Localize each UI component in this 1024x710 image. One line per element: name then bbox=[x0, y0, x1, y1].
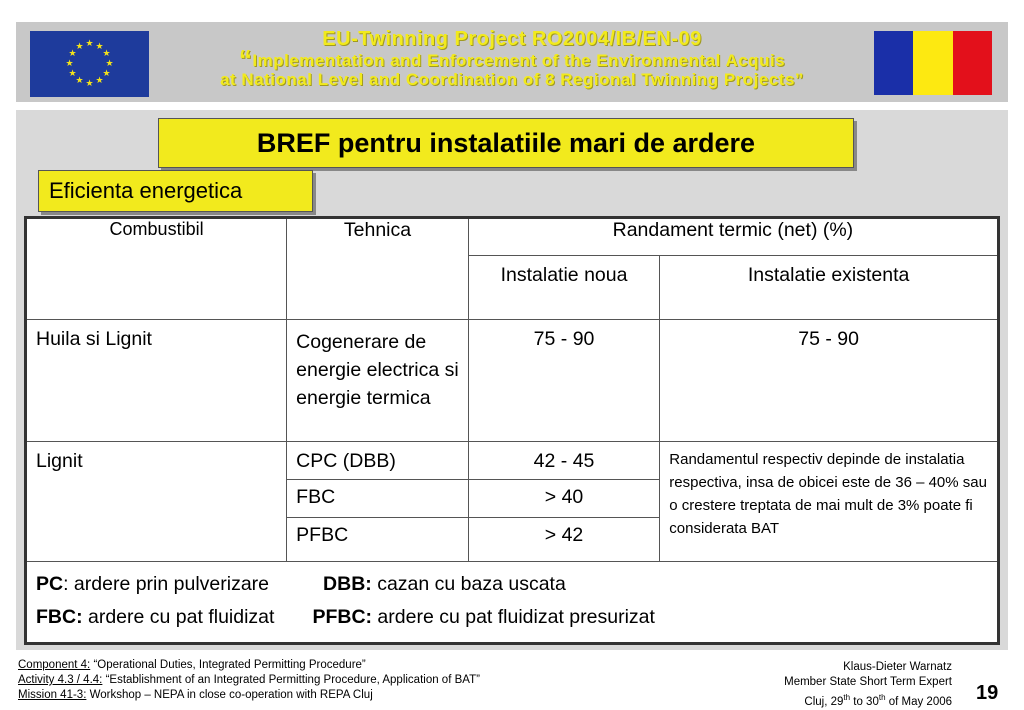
svg-text:★: ★ bbox=[85, 79, 94, 89]
cell-new: > 42 bbox=[468, 518, 659, 562]
footer-role: Member State Short Term Expert bbox=[784, 676, 952, 688]
slide-subtitle: Eficienta energetica bbox=[38, 170, 313, 212]
cell-technique: CPC (DBB) bbox=[287, 442, 469, 480]
footer-component: Component 4: “Operational Duties, Integrated Permitting Procedure” bbox=[18, 659, 366, 671]
svg-text:★: ★ bbox=[105, 59, 114, 69]
cell-new: 42 - 45 bbox=[468, 442, 659, 480]
footer-author-info bbox=[700, 660, 952, 710]
efficiency-table bbox=[24, 216, 1000, 645]
abbreviation-legend bbox=[26, 562, 999, 644]
cell-existing: 75 - 90 bbox=[660, 320, 999, 442]
legend-fbc-text: ardere cu pat fluidizat bbox=[82, 606, 275, 628]
header-fuel: Combustibil bbox=[26, 218, 287, 320]
slide-title: BREF pentru instalatiile mari de ardere bbox=[158, 118, 854, 168]
project-subtitle-line2: at National Level and Coordination of 8 Regional Twinning Projects” bbox=[220, 70, 804, 89]
svg-text:★: ★ bbox=[65, 59, 74, 69]
legend-fbc-abbr: FBC: bbox=[36, 606, 83, 628]
svg-text:★: ★ bbox=[95, 42, 104, 52]
svg-text:★: ★ bbox=[102, 69, 111, 79]
romania-flag-icon bbox=[874, 31, 992, 95]
legend-pc-text: : ardere prin pulverizare bbox=[63, 573, 270, 595]
cell-technique: FBC bbox=[287, 480, 469, 518]
svg-text:★: ★ bbox=[85, 39, 94, 49]
legend-dbb-abbr: DBB: bbox=[323, 573, 372, 595]
svg-text:★: ★ bbox=[68, 49, 77, 59]
svg-text:★: ★ bbox=[68, 69, 77, 79]
cell-existing-note: Randamentul respectiv depinde de instalatia respectiva, insa de obicei este de 36 – 40% sau o crestere treptata de mai mult de 3% poate fi considerata BAT bbox=[660, 442, 999, 562]
footer-activity: Activity 4.3 / 4.4: “Establishment of an Integrated Permitting Procedure, Application of BAT” bbox=[18, 674, 480, 686]
cell-new: > 40 bbox=[468, 480, 659, 518]
table-header-row bbox=[26, 218, 999, 256]
cell-technique: PFBC bbox=[287, 518, 469, 562]
legend-pc-abbr: PC bbox=[36, 573, 64, 595]
legend-dbb-text: cazan cu baza uscata bbox=[371, 573, 566, 595]
footer-author: Klaus-Dieter Warnatz bbox=[843, 661, 952, 673]
project-subtitle-line1: “Implementation and Enforcement of the Environmental Acquis bbox=[238, 44, 786, 74]
header-band bbox=[16, 22, 1008, 102]
page-number: 19 bbox=[976, 682, 999, 704]
cell-new: 75 - 90 bbox=[468, 320, 659, 442]
table-row bbox=[26, 320, 999, 442]
project-title: EU-Twinning Project RO2004/IB/EN-09 bbox=[322, 28, 702, 50]
cell-fuel: Huila si Lignit bbox=[26, 320, 287, 442]
header-technique: Tehnica bbox=[287, 218, 469, 320]
legend-pfbc-abbr: PFBC: bbox=[312, 606, 373, 628]
footer-project-info bbox=[18, 658, 480, 703]
legend-line-1 bbox=[36, 568, 988, 601]
eu-flag-icon bbox=[30, 31, 149, 97]
footer-mission: Mission 41-3: Workshop – NEPA in close co-operation with REPA Cluj bbox=[18, 689, 373, 701]
cell-technique: Cogenerare de energie electrica si energie termica bbox=[287, 320, 469, 442]
legend-pfbc-text: ardere cu pat fluidizat presurizat bbox=[372, 606, 655, 628]
cell-fuel: Lignit bbox=[26, 442, 287, 562]
svg-text:★: ★ bbox=[95, 76, 104, 86]
svg-text:★: ★ bbox=[102, 49, 111, 59]
header-efficiency: Randament termic (net) (%) bbox=[468, 218, 998, 256]
table-legend-row bbox=[26, 562, 999, 644]
svg-text:★: ★ bbox=[75, 42, 84, 52]
header-existing-installation: Instalatie existenta bbox=[660, 256, 999, 320]
legend-line-2 bbox=[36, 601, 988, 634]
table-row bbox=[26, 442, 999, 480]
header-new-installation: Instalatie noua bbox=[468, 256, 659, 320]
footer-date: Cluj, 29th to 30th of May 2006 bbox=[804, 693, 952, 708]
project-header-text bbox=[156, 28, 868, 89]
svg-text:★: ★ bbox=[75, 76, 84, 86]
